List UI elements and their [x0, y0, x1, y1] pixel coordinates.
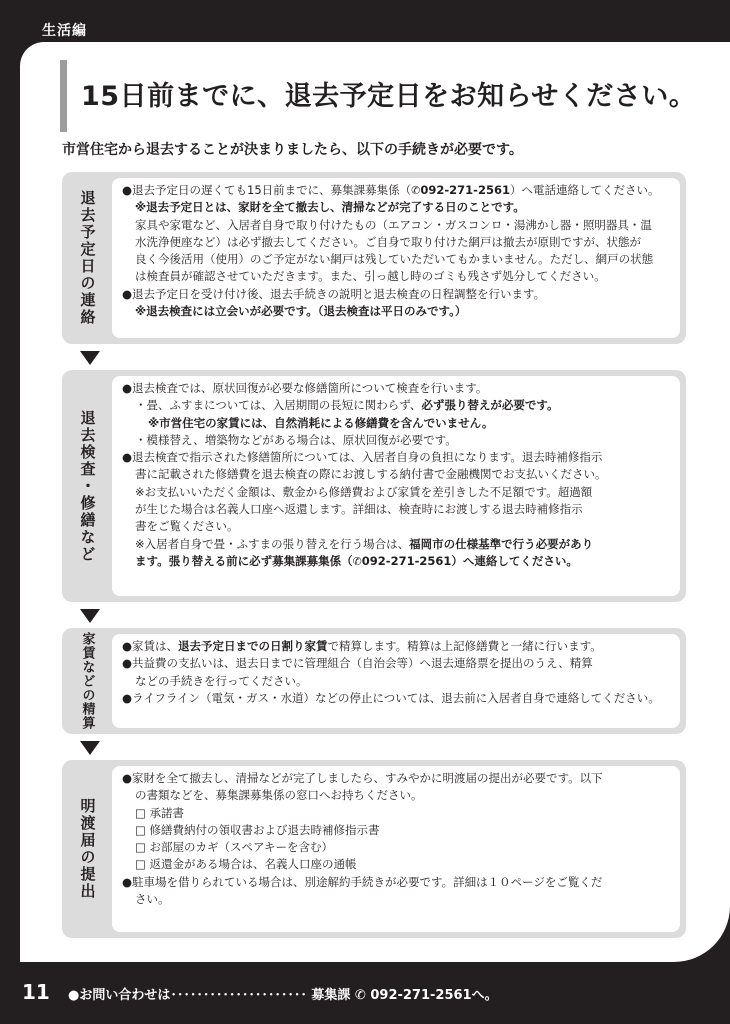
text-segment: の書類などを、募集課募集係の窓口へお持ちください。 — [135, 788, 423, 803]
text-segment: ●共益費の支払いは、退去日までに管理組合（自治会等）へ退去連絡票を提出のうえ、精算 — [122, 656, 593, 671]
page — [20, 42, 730, 962]
arrow-down-icon — [80, 609, 100, 623]
title-block — [60, 60, 700, 132]
phone-number: 092-271-2561 — [420, 183, 510, 197]
body-line — [122, 891, 672, 908]
step-body — [112, 376, 680, 596]
text-segment: 必ず張り替えが必要です。 — [421, 398, 559, 413]
body-line — [122, 432, 672, 449]
body-line — [122, 268, 672, 285]
body-line — [122, 770, 672, 787]
text-segment: などの手続きを行ってください。 — [135, 673, 308, 688]
phone-icon: ✆ — [352, 554, 362, 568]
body-line — [122, 536, 672, 553]
phone-icon: ✆ — [354, 988, 366, 1003]
text-segment: ●退去検査では、原状回復が必要な修繕箇所について検査を行います。 — [122, 381, 488, 395]
phone-number: 092-271-2561 — [361, 553, 452, 568]
text-segment: が生じた場合は名義人口座へ返還します。詳細は、検査時にお渡しする退去時補修指示 — [135, 502, 583, 517]
step-label-text: 退去検査・修繕など — [78, 409, 97, 563]
footer-tel: 092-271-2561へ。 — [370, 988, 498, 1003]
body-line — [122, 553, 672, 570]
text-segment: は検査員が確認させていただきます。また、引っ越し時のゴミも残さず処分してください。 — [135, 269, 606, 284]
body-line — [122, 449, 672, 466]
body-line — [122, 501, 672, 518]
text-segment: ※入居者自身で畳・ふすまの張り替えを行う場合は、 — [135, 536, 410, 551]
arrow-down-icon — [80, 741, 100, 755]
body-line — [122, 874, 672, 891]
text-segment: 水洗浄便座など）は必ず撤去してください。ご自身で取り付けた網戸は撤去が原則ですが、状態が — [135, 234, 641, 249]
page-title: 15日前までに、退去予定日をお知らせください。 — [81, 81, 697, 112]
body-line — [122, 217, 672, 234]
body-line — [122, 234, 672, 251]
body-line — [122, 655, 672, 672]
text-segment: ・模様替え、増築物などがある場合は、原状回復が必要です。 — [135, 432, 457, 447]
page-number: 11 — [22, 980, 50, 1004]
body-line — [122, 199, 672, 216]
text-segment: ●家財を全て撤去し、清掃などが完了しましたら、すみやかに明渡届の提出が必要です。以下 — [122, 771, 603, 785]
footer-inquiry-label: ●お問い合わせは — [68, 988, 171, 1003]
body-line — [122, 286, 672, 303]
text-segment: □ 修繕費納付の領収書および退去時補修指示書 — [135, 822, 380, 837]
footer-dept: 募集課 — [311, 988, 351, 1003]
body-line — [122, 518, 672, 535]
text-segment: で精算します。精算は上記修繕費と一緒に行います。 — [327, 639, 602, 653]
footer-inquiry — [68, 984, 498, 1003]
body-line — [122, 638, 672, 655]
text-segment: ）へ電話連絡してください。 — [509, 183, 660, 197]
text-segment: ※お支払いいただく金額は、敷金から修繕費および家賃を差引きした不足額です。超過額 — [135, 484, 593, 499]
body-line — [122, 303, 672, 320]
text-segment: □ 承諾書 — [135, 805, 185, 820]
text-segment: 家具や家電など、入居者自身で取り付けたもの（エアコン・ガスコンロ・湯沸かし器・照明器具・温 — [135, 217, 652, 232]
text-segment: さい。 — [135, 892, 170, 907]
step-surrender-notice — [62, 760, 686, 938]
body-line — [122, 822, 672, 839]
text-segment: ●駐車場を借りられている場合は、別途解約手続きが必要です。詳細は１０ページをご覧くだ — [122, 874, 603, 889]
body-line — [122, 380, 672, 397]
text-segment: □ お部屋のカギ（スペアキーを含む） — [135, 840, 334, 855]
step-label-text: 明渡届の提出 — [78, 798, 97, 900]
text-segment: ●退去検査で指示された修繕箇所については、入居者自身の負担になります。退去時補修指示 — [122, 450, 603, 465]
step-body — [112, 634, 680, 728]
step-label-text: 家賃などの精算 — [79, 632, 95, 730]
step-label-text: 退去予定日の連絡 — [78, 190, 97, 326]
body-line — [122, 415, 672, 432]
step-rent-settlement — [62, 628, 686, 734]
step-label — [62, 628, 112, 734]
footer-dots: ･････････････････････ — [170, 988, 307, 1003]
body-line — [122, 484, 672, 501]
text-segment: ●ライフライン（電気・ガス・水道）などの停止については、退去前に入居者自身で連絡してください。 — [122, 690, 660, 705]
body-line — [122, 690, 672, 707]
text-segment: ●退去予定日を受け付け後、退去手続きの説明と退去検査の日程調整を行います。 — [122, 286, 546, 301]
body-line — [122, 466, 672, 483]
text-segment: 福岡市の仕様基準で行う必要があり — [409, 536, 594, 551]
text-segment: ●家賃は、 — [122, 639, 179, 653]
section-tag: 生活編 — [42, 23, 87, 39]
text-segment: ※退去検査には立会いが必要です。（退去検査は平日のみです。） — [135, 304, 467, 319]
text-segment: 書をご覧ください。 — [135, 519, 239, 534]
text-segment: 退去予定日までの日割り家賃 — [178, 639, 328, 653]
arrow-down-icon — [80, 351, 100, 365]
body-line — [122, 397, 672, 414]
text-segment: ●退去予定日の遅くても15日前までに、募集課募集係（ — [122, 183, 412, 197]
step-inspection-repair — [62, 370, 686, 602]
body-line — [122, 839, 672, 856]
step-body — [112, 766, 680, 932]
step-label — [62, 760, 112, 938]
text-segment: ※退去予定日とは、家財を全て撤去し、清掃などが完了する日のことです。 — [135, 200, 525, 215]
body-line — [122, 856, 672, 873]
text-segment: 書に記載された修繕費を退去検査の際にお渡しする納付書で金融機関でお支払いください。 — [135, 467, 607, 482]
step-move-out-notice — [62, 172, 686, 344]
phone-icon: ✆ — [411, 184, 421, 197]
text-segment: ）へ連絡してください。 — [451, 553, 578, 568]
text-segment: ※市営住宅の家賃には、自然消耗による修繕費を含んでいません。 — [148, 415, 494, 430]
step-body — [112, 178, 680, 338]
body-line — [122, 673, 672, 690]
step-label — [62, 370, 112, 602]
step-label — [62, 172, 112, 344]
intro-text: 市営住宅から退去することが決まりましたら、以下の手続きが必要です。 — [62, 142, 523, 158]
text-segment: □ 返還金がある場合は、名義人口座の通帳 — [135, 857, 357, 872]
body-line — [122, 251, 672, 268]
text-segment: 良く今後活用（使用）のご予定がない網戸は残していただいてもかまいません。ただし、網戸の状態 — [135, 252, 654, 267]
text-segment: ます。張り替える前に必ず募集課募集係（ — [135, 553, 353, 568]
body-line — [122, 182, 672, 199]
text-segment: ・畳、ふすまについては、入居期間の長短に関わらず、 — [135, 398, 422, 413]
body-line — [122, 787, 672, 804]
body-line — [122, 805, 672, 822]
